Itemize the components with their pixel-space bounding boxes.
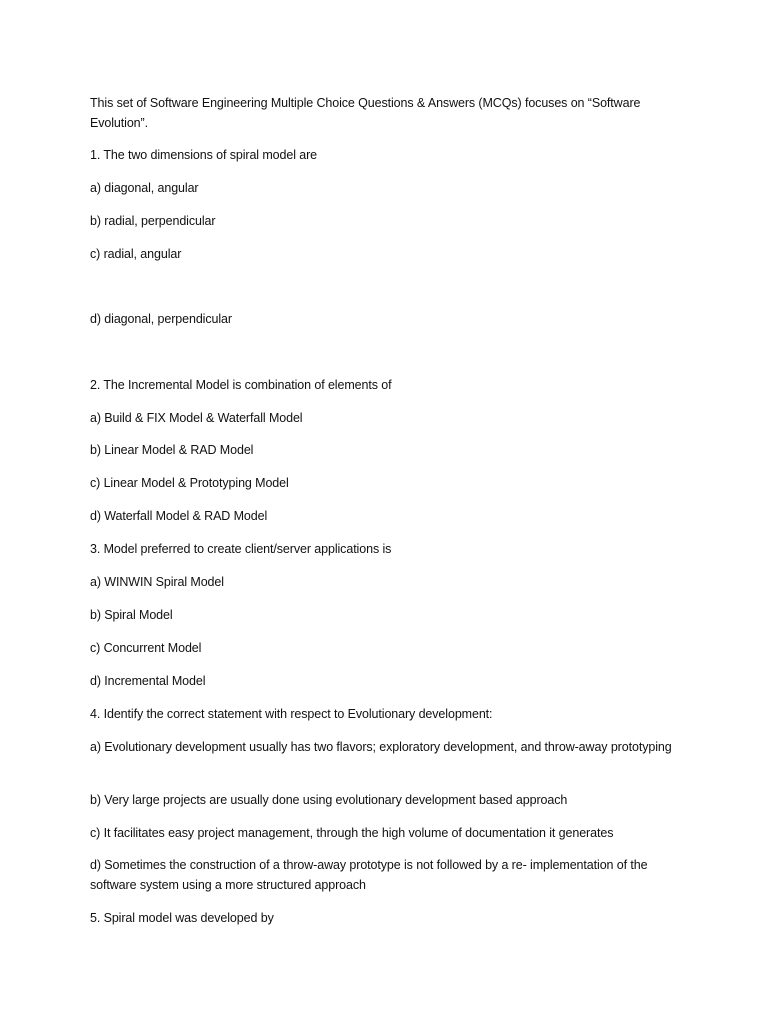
question-2: 2. The Incremental Model is combination of elements of	[90, 378, 392, 392]
question-2-option-a: a) Build & FIX Model & Waterfall Model	[90, 411, 303, 425]
question-4-option-d: d) Sometimes the construction of a throw-away prototype is not followed by a re- implementation of the software system using a more structured approach	[90, 858, 648, 892]
question-2-option-b: b) Linear Model & RAD Model	[90, 443, 254, 457]
question-3-option-d: d) Incremental Model	[90, 674, 206, 688]
question-1-option-d: d) diagonal, perpendicular	[90, 312, 232, 326]
question-1-option-b: b) radial, perpendicular	[90, 214, 216, 228]
question-4-option-a: a) Evolutionary development usually has two flavors; exploratory development, and throw-away prototyping	[90, 740, 672, 754]
question-1-option-a: a) diagonal, angular	[90, 181, 199, 195]
question-2-option-c: c) Linear Model & Prototyping Model	[90, 476, 289, 490]
question-4-option-c: c) It facilitates easy project management, through the high volume of documentation it generates	[90, 826, 614, 840]
question-3: 3. Model preferred to create client/server applications is	[90, 542, 392, 556]
question-3-option-a: a) WINWIN Spiral Model	[90, 575, 224, 589]
question-3-option-b: b) Spiral Model	[90, 608, 173, 622]
question-4-option-b: b) Very large projects are usually done using evolutionary development based approach	[90, 793, 568, 807]
question-1: 1. The two dimensions of spiral model are	[90, 148, 318, 162]
question-5: 5. Spiral model was developed by	[90, 911, 274, 925]
question-4: 4. Identify the correct statement with respect to Evolutionary development:	[90, 707, 493, 721]
question-1-option-c: c) radial, angular	[90, 247, 182, 261]
intro-paragraph: This set of Software Engineering Multiple Choice Questions & Answers (MCQs) focuses on “Software Evolution”.	[90, 96, 641, 130]
question-3-option-c: c) Concurrent Model	[90, 641, 202, 655]
question-2-option-d: d) Waterfall Model & RAD Model	[90, 509, 268, 523]
